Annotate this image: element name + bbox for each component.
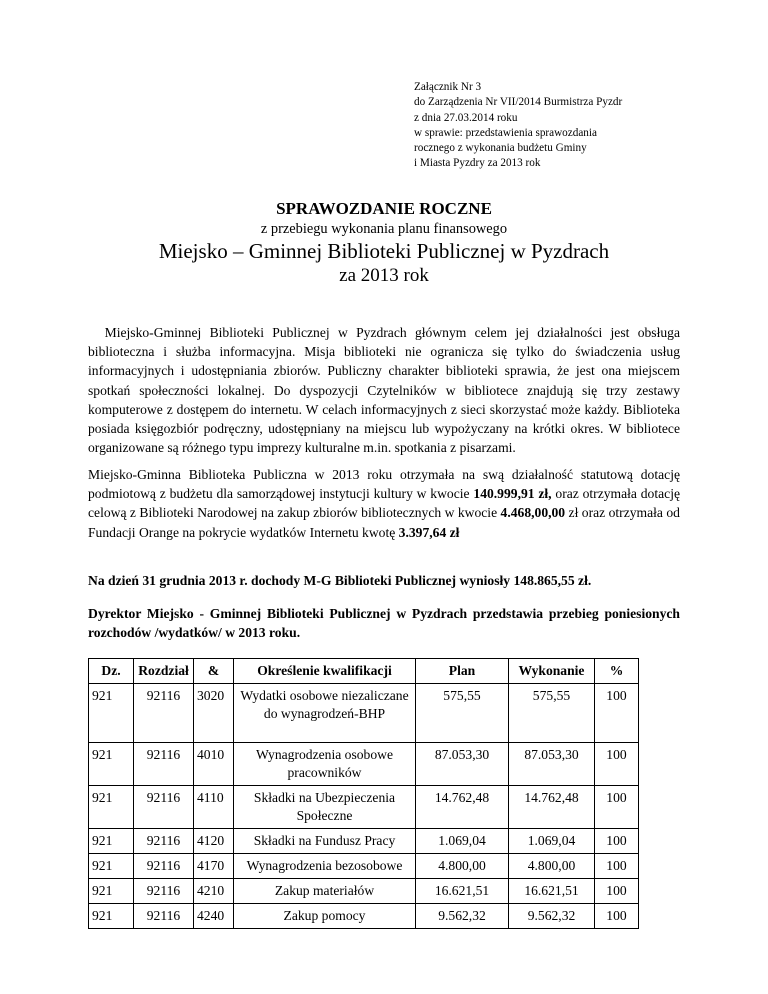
report-entity: Miejsko – Gminnej Biblioteki Publicznej w Pyzdrach — [158, 239, 610, 263]
cell-execution: 87.053,30 — [509, 743, 595, 786]
funding-amount-3: 3.397,64 zł — [398, 524, 460, 540]
title-block — [0, 198, 768, 288]
col-header-execution: Wykonanie — [509, 659, 595, 684]
cell-execution: 4.800,00 — [509, 854, 595, 879]
funding-text-a: Miejsko-Gminna Biblioteka Publiczna w 2013 roku otrzymała na swą działalność statutową dotację podmiotową z budżetu dla samorządowej instytucji kultury w kwocie — [88, 467, 680, 502]
cell-description: Wynagrodzenia bezosobowe — [234, 854, 416, 879]
cell-description: Składki na Ubezpieczenia Społeczne — [234, 786, 416, 829]
cell-dz: 921 — [89, 879, 134, 904]
cell-paragraph: 3020 — [194, 684, 234, 743]
cell-percent: 100 — [595, 743, 639, 786]
col-header-rozdzial: Rozdział — [134, 659, 194, 684]
annex-line: w sprawie: przedstawienia sprawozdania — [414, 126, 597, 139]
table-row — [89, 879, 639, 904]
cell-execution: 575,55 — [509, 684, 595, 743]
cell-rozdzial: 92116 — [134, 879, 194, 904]
funding-paragraph — [88, 465, 680, 542]
cell-execution: 1.069,04 — [509, 829, 595, 854]
cell-percent: 100 — [595, 829, 639, 854]
col-header-description: Określenie kwalifikacji — [234, 659, 416, 684]
income-paragraph: Na dzień 31 grudnia 2013 r. dochody M-G Biblioteki Publicznej wyniosły 148.865,55 zł. — [88, 573, 592, 588]
cell-dz: 921 — [89, 854, 134, 879]
cell-description: Wydatki osobowe niezaliczane do wynagrodzeń-BHP — [234, 684, 416, 743]
cell-paragraph: 4010 — [194, 743, 234, 786]
table-row — [89, 904, 639, 929]
funding-amount-1: 140.999,91 zł, — [473, 486, 552, 502]
cell-execution: 14.762,48 — [509, 786, 595, 829]
table-row — [89, 786, 639, 829]
col-header-plan: Plan — [416, 659, 509, 684]
cell-plan: 87.053,30 — [416, 743, 509, 786]
annex-line: rocznego z wykonania budżetu Gminy — [414, 142, 587, 155]
table-row — [89, 743, 639, 786]
cell-percent: 100 — [595, 786, 639, 829]
annex-line: Załącznik Nr 3 — [414, 81, 482, 93]
cell-rozdzial: 92116 — [134, 743, 194, 786]
annex-line: z dnia 27.03.2014 roku — [414, 111, 518, 124]
report-title: SPRAWOZDANIE ROCZNE — [276, 199, 492, 218]
col-header-dz: Dz. — [89, 659, 134, 684]
annex-line: do Zarządzenia Nr VII/2014 Burmistrza Pyzdr — [414, 96, 623, 109]
cell-dz: 921 — [89, 904, 134, 929]
col-header-percent: % — [595, 659, 639, 684]
report-subtitle: z przebiegu wykonania planu finansowego — [260, 221, 508, 237]
cell-percent: 100 — [595, 904, 639, 929]
intro-paragraph — [88, 323, 680, 457]
cell-plan: 1.069,04 — [416, 829, 509, 854]
table-row — [89, 854, 639, 879]
col-header-paragraph: & — [194, 659, 234, 684]
cell-dz: 921 — [89, 743, 134, 786]
cell-percent: 100 — [595, 879, 639, 904]
cell-paragraph: 4120 — [194, 829, 234, 854]
table-row — [89, 684, 639, 743]
cell-paragraph: 4210 — [194, 879, 234, 904]
cell-dz: 921 — [89, 786, 134, 829]
cell-description: Zakup materiałów — [234, 879, 416, 904]
cell-dz: 921 — [89, 829, 134, 854]
expense-table — [88, 658, 639, 929]
cell-paragraph: 4110 — [194, 786, 234, 829]
intro-text: Miejsko-Gminnej Biblioteki Publicznej w Pyzdrach głównym celem jej działalności jest obsługa biblioteczna i służba informacyjna. Misja biblioteki nie ogranicza się tylko do świadczenia usług informacyjnych i udostępniania zbiorów. Publiczny charakter biblioteki sprawia, że jest ona miejscem spotkań społeczności lokalnej. Do dyspozycji Czytelników w bibliotece znajdują się trzy zestawy komputerowe z dostępem do internetu. W celach informacyjnych z sieci skorzystać może każdy. Biblioteka posiada księgozbiór podręczny, udostępniany na miejscu lub wypożyczany na krótki okres. W bibliotece organizowane są różnego typu imprezy kulturalne m.in. spotkania z pisarzami. — [88, 325, 680, 456]
report-year: za 2013 rok — [339, 265, 429, 286]
annex-header — [414, 80, 622, 172]
cell-description: Zakup pomocy — [234, 904, 416, 929]
cell-plan: 9.562,32 — [416, 904, 509, 929]
cell-dz: 921 — [89, 684, 134, 743]
funding-text-c: zł oraz otrzymała od Fundacji Orange na pokrycie wydatków Internetu kwotę — [88, 505, 680, 540]
cell-percent: 100 — [595, 854, 639, 879]
cell-rozdzial: 92116 — [134, 854, 194, 879]
cell-description: Wynagrodzenia osobowe pracowników — [234, 743, 416, 786]
cell-rozdzial: 92116 — [134, 684, 194, 743]
cell-percent: 100 — [595, 684, 639, 743]
funding-text-b: oraz otrzymała dotację celową z Biblioteki Narodowej na zakup zbiorów bibliotecznych w kwocie — [88, 486, 681, 521]
cell-rozdzial: 92116 — [134, 829, 194, 854]
cell-paragraph: 4240 — [194, 904, 234, 929]
cell-plan: 16.621,51 — [416, 879, 509, 904]
cell-rozdzial: 92116 — [134, 786, 194, 829]
cell-plan: 14.762,48 — [416, 786, 509, 829]
table-header-row — [89, 659, 639, 684]
funding-amount-2: 4.468,00,00 — [500, 505, 566, 521]
cell-execution: 9.562,32 — [509, 904, 595, 929]
expense-intro-paragraph: Dyrektor Miejsko - Gminnej Biblioteki Publicznej w Pyzdrach przedstawia przebieg poniesionych rozchodów /wydatków/ w 2013 roku. — [88, 606, 680, 641]
cell-paragraph: 4170 — [194, 854, 234, 879]
cell-plan: 4.800,00 — [416, 854, 509, 879]
cell-execution: 16.621,51 — [509, 879, 595, 904]
cell-description: Składki na Fundusz Pracy — [234, 829, 416, 854]
cell-plan: 575,55 — [416, 684, 509, 743]
table-row — [89, 829, 639, 854]
cell-rozdzial: 92116 — [134, 904, 194, 929]
annex-line: i Miasta Pyzdry za 2013 rok — [414, 157, 541, 170]
